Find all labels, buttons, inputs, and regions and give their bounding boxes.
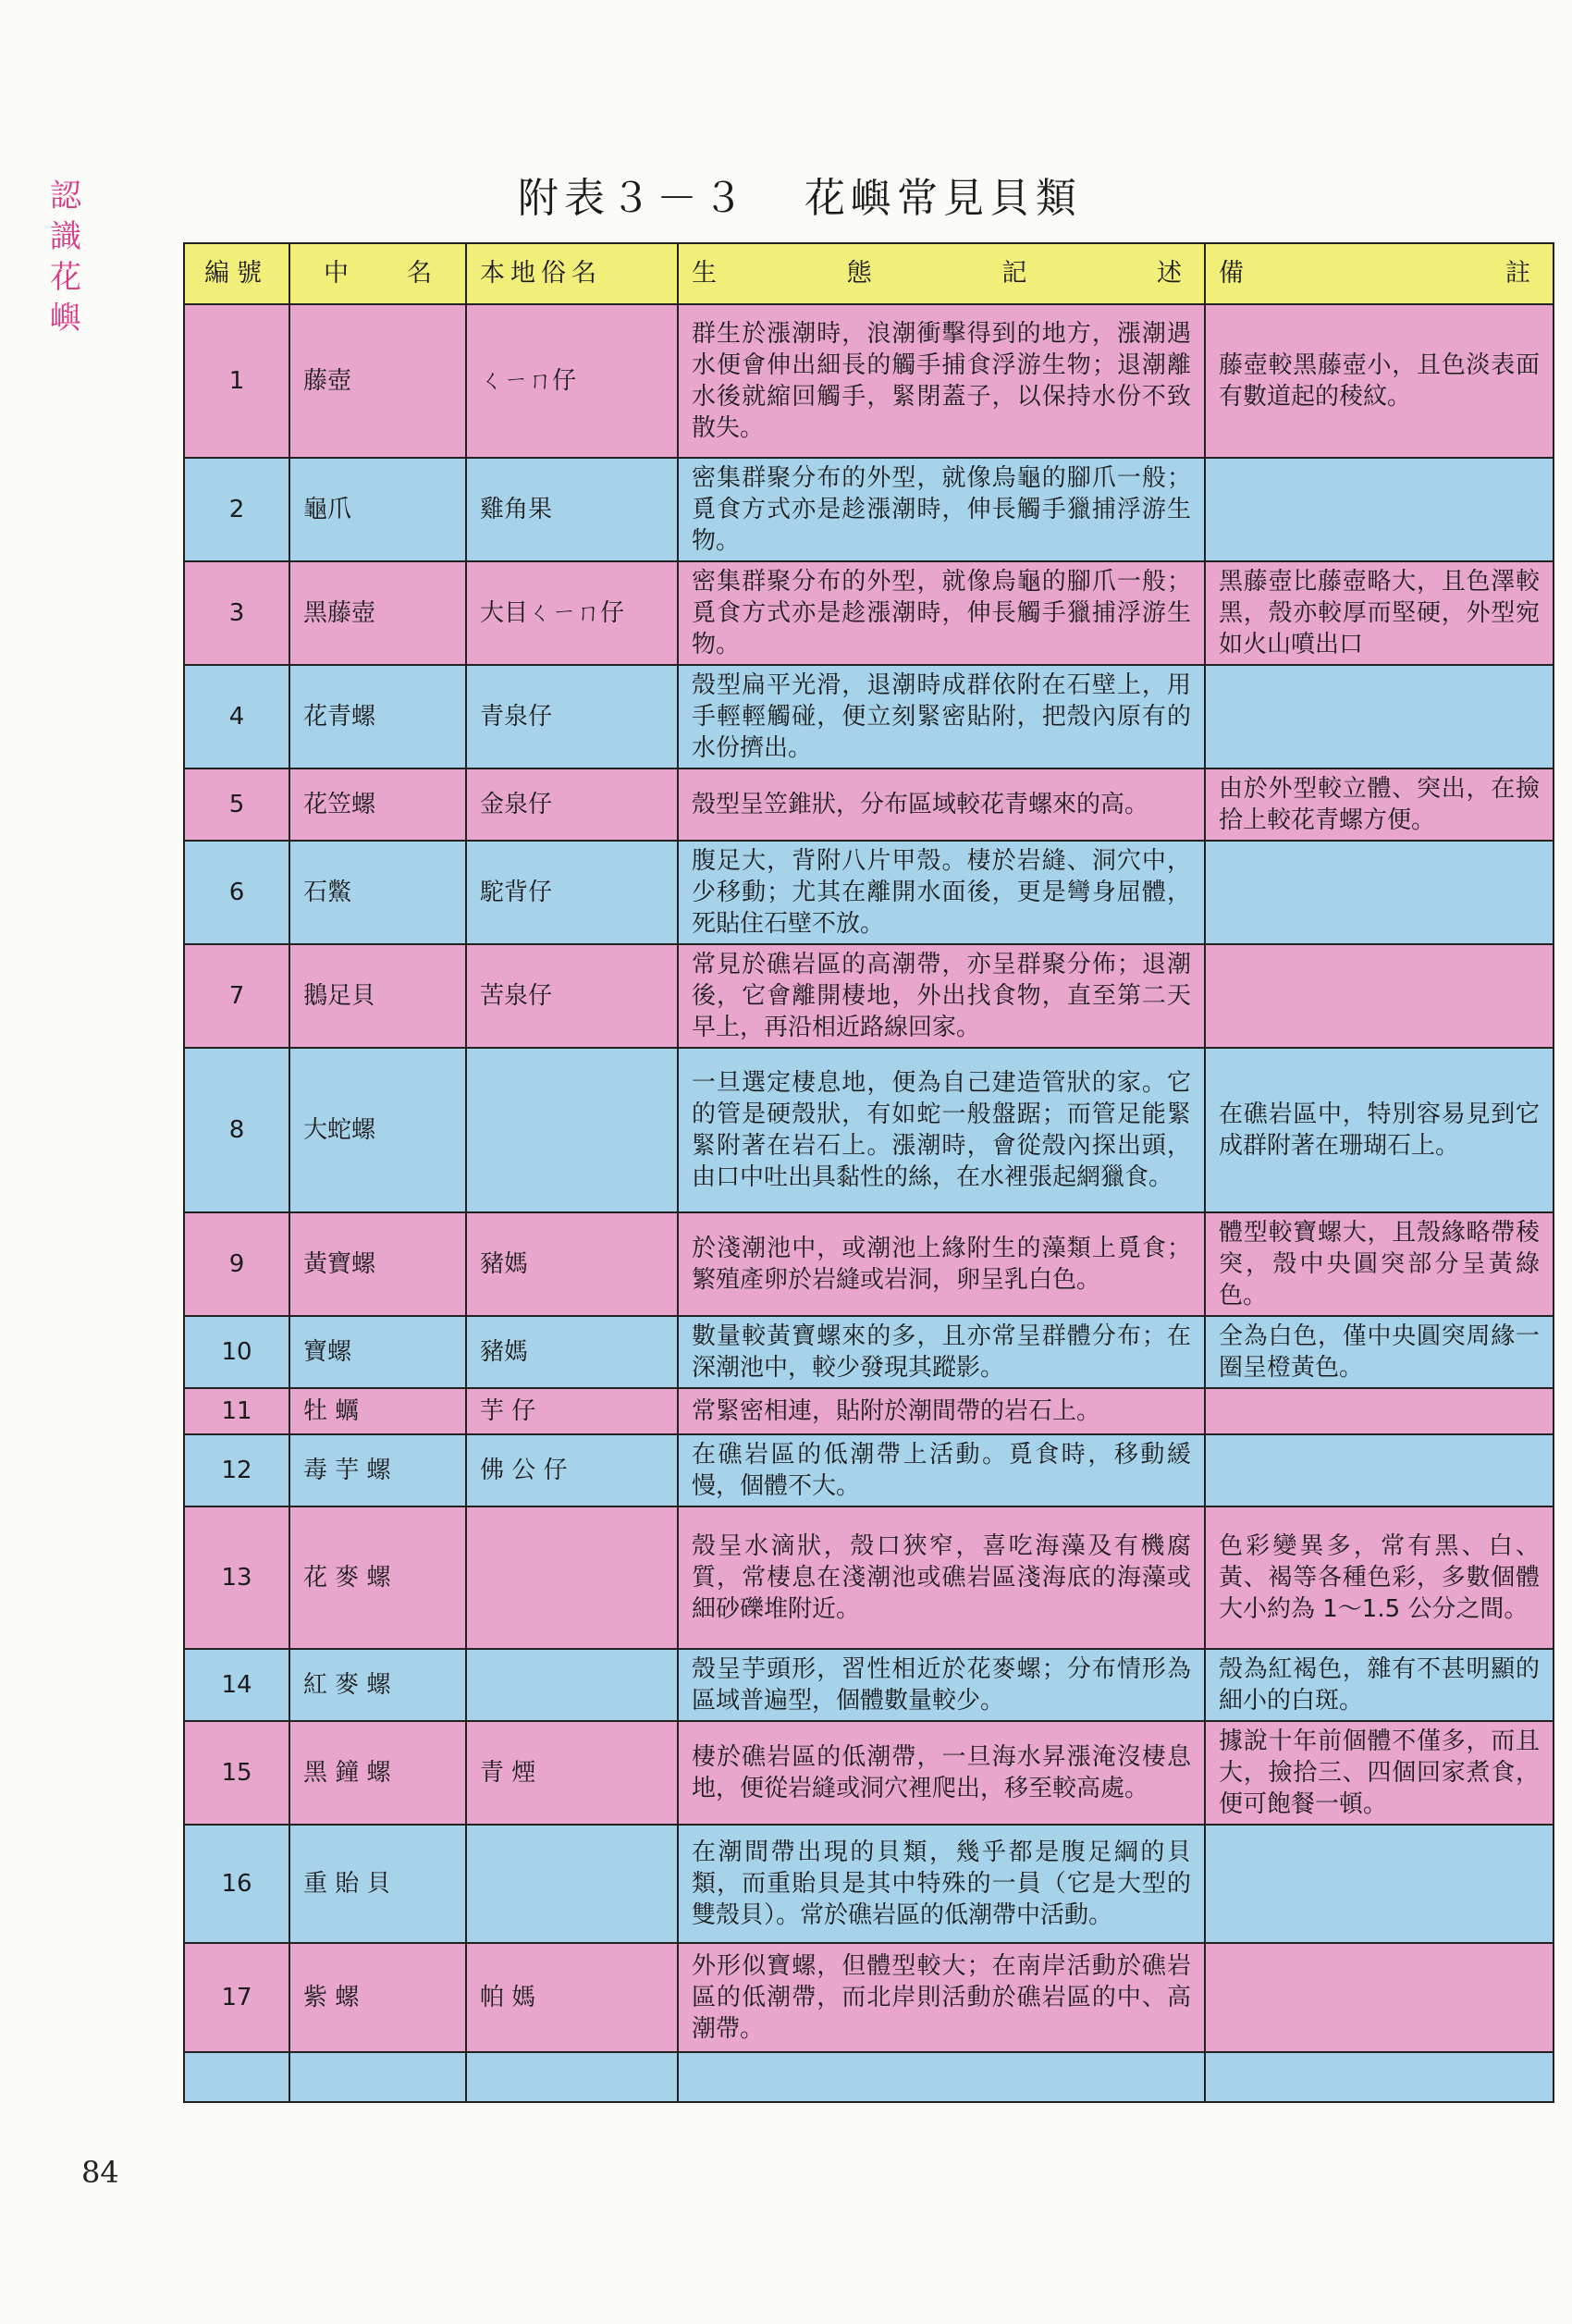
cell-chinese-name: 大蛇螺 [289,1048,466,1212]
cell-local-name: 佛 公 仔 [466,1434,678,1506]
cell-ecology: 外形似寶螺，但體型較大；在南岸活動於礁岩區的低潮帶，而北岸則活動於礁岩區的中、高潮帶。 [678,1943,1205,2052]
table-row [184,1434,1554,1506]
cell-ecology: 腹足大，背附八片甲殼。棲於岩縫、洞穴中，少移動；尤其在離開水面後，更是彎身屈體，死貼住石壁不放。 [678,841,1205,944]
table-row [184,1825,1554,1943]
cell-number: 5 [184,769,289,841]
cell-local-name: 苦泉仔 [466,944,678,1048]
side-title-char: 識 [50,218,83,255]
cell-chinese-name: 藤壺 [289,304,466,458]
cell-chinese-name: 花 麥 螺 [289,1506,466,1649]
table-row [184,1212,1554,1316]
cell-chinese-name: 紫 螺 [289,1943,466,2052]
cell-local-name: 青泉仔 [466,665,678,769]
cell-chinese-name: 紅 麥 螺 [289,1649,466,1721]
cell-notes [1205,2052,1554,2102]
header-ecology: 生態記述 [678,243,1205,304]
cell-number: 15 [184,1721,289,1825]
cell-number: 1 [184,304,289,458]
cell-chinese-name: 重 貽 貝 [289,1825,466,1943]
cell-ecology: 棲於礁岩區的低潮帶，一旦海水昇漲淹沒棲息地，便從岩縫或洞穴裡爬出，移至較高處。 [678,1721,1205,1825]
cell-notes: 色彩變異多，常有黑、白、黃、褐等各種色彩，多數個體大小約為 1～1.5 公分之間。 [1205,1506,1554,1649]
cell-ecology: 殼型呈笠錐狀，分布區域較花青螺來的高。 [678,769,1205,841]
cell-local-name [466,1048,678,1212]
side-section-title [48,176,85,338]
table-row [184,561,1554,665]
side-title-char: 認 [50,178,83,215]
table-row [184,1943,1554,2052]
table-row [184,1506,1554,1649]
cell-notes: 據說十年前個體不僅多，而且大，撿拾三、四個回家煮食，便可飽餐一頓。 [1205,1721,1554,1825]
cell-notes: 全為白色，僅中央圓突周緣一圈呈橙黃色。 [1205,1316,1554,1388]
cell-ecology: 密集群聚分布的外型，就像烏龜的腳爪一般；覓食方式亦是趁漲潮時，伸長觸手獵捕浮游生物。 [678,458,1205,561]
cell-chinese-name: 牡 蠣 [289,1388,466,1434]
cell-number: 11 [184,1388,289,1434]
cell-local-name [466,2052,678,2102]
cell-chinese-name: 黑藤壺 [289,561,466,665]
cell-number: 17 [184,1943,289,2052]
cell-ecology: 一旦選定棲息地，便為自己建造管狀的家。它的管是硬殼狀，有如蛇一般盤踞；而管足能緊緊附著在岩石上。漲潮時，會從殼內探出頭，由口中吐出具黏性的絲，在水裡張起網獵食。 [678,1048,1205,1212]
header-name: 中名 [289,243,466,304]
cell-local-name: 芋 仔 [466,1388,678,1434]
cell-chinese-name: 花笠螺 [289,769,466,841]
cell-local-name [466,1506,678,1649]
table-row [184,1649,1554,1721]
header-local-name: 本地俗名 [466,243,678,304]
table-subject: 花嶼常見貝類 [804,175,1082,222]
cell-number: 16 [184,1825,289,1943]
cell-number: 12 [184,1434,289,1506]
page-title [518,166,1221,231]
cell-notes [1205,1434,1554,1506]
cell-notes: 殼為紅褐色，雜有不甚明顯的細小的白斑。 [1205,1649,1554,1721]
cell-notes: 體型較寶螺大，且殼緣略帶稜突，殼中央圓突部分呈黃綠色。 [1205,1212,1554,1316]
cell-chinese-name: 石鱉 [289,841,466,944]
cell-number: 8 [184,1048,289,1212]
cell-notes: 黑藤壺比藤壺略大，且色澤較黑，殼亦較厚而堅硬，外型宛如火山噴出口 [1205,561,1554,665]
cell-local-name: 豬媽 [466,1316,678,1388]
cell-chinese-name: 毒 芋 螺 [289,1434,466,1506]
cell-notes [1205,1388,1554,1434]
table-row [184,1048,1554,1212]
header-notes: 備註 [1205,243,1554,304]
cell-ecology: 常緊密相連，貼附於潮間帶的岩石上。 [678,1388,1205,1434]
cell-ecology: 在礁岩區的低潮帶上活動。覓食時，移動緩慢，個體不大。 [678,1434,1205,1506]
cell-number: 7 [184,944,289,1048]
cell-ecology: 數量較黃寶螺來的多，且亦常呈群體分布；在深潮池中，較少發現其蹤影。 [678,1316,1205,1388]
cell-local-name: 豬媽 [466,1212,678,1316]
cell-ecology: 密集群聚分布的外型，就像烏龜的腳爪一般；覓食方式亦是趁漲潮時，伸長觸手獵捕浮游生物。 [678,561,1205,665]
table-row [184,665,1554,769]
cell-ecology: 殼呈芋頭形，習性相近於花麥螺；分布情形為區域普遍型，個體數量較少。 [678,1649,1205,1721]
cell-number: 10 [184,1316,289,1388]
cell-ecology: 群生於漲潮時，浪潮衝擊得到的地方，漲潮遇水便會伸出細長的觸手捕食浮游生物；退潮離水後就縮回觸手，緊閉蓋子，以保持水份不致散失。 [678,304,1205,458]
cell-ecology: 在潮間帶出現的貝類，幾乎都是腹足綱的貝類，而重貽貝是其中特殊的一員（它是大型的雙殼貝）。常於礁岩區的低潮帶中活動。 [678,1825,1205,1943]
cell-local-name: 金泉仔 [466,769,678,841]
side-title-char: 嶼 [50,300,83,337]
cell-chinese-name: 寶螺 [289,1316,466,1388]
cell-chinese-name: 花青螺 [289,665,466,769]
cell-chinese-name: 龜爪 [289,458,466,561]
cell-local-name: 雞角果 [466,458,678,561]
cell-notes: 由於外型較立體、突出，在撿拾上較花青螺方便。 [1205,769,1554,841]
cell-ecology: 常見於礁岩區的高潮帶，亦呈群聚分佈；退潮後，它會離開棲地，外出找食物，直至第二天早上，再沿相近路線回家。 [678,944,1205,1048]
cell-local-name: 青 煙 [466,1721,678,1825]
table-row [184,2052,1554,2102]
cell-ecology [678,2052,1205,2102]
shells-table [183,242,1554,2103]
cell-notes: 在礁岩區中，特別容易見到它成群附著在珊瑚石上。 [1205,1048,1554,1212]
cell-number: 2 [184,458,289,561]
cell-number: 4 [184,665,289,769]
cell-local-name: 帕 媽 [466,1943,678,2052]
cell-notes [1205,1825,1554,1943]
table-row [184,1316,1554,1388]
table-row [184,304,1554,458]
cell-chinese-name [289,2052,466,2102]
cell-number: 14 [184,1649,289,1721]
cell-local-name [466,1825,678,1943]
side-title-char: 花 [50,259,83,296]
cell-local-name: ㄑㄧㄇ仔 [466,304,678,458]
cell-ecology: 於淺潮池中，或潮池上緣附生的藻類上覓食；繁殖產卵於岩縫或岩洞，卵呈乳白色。 [678,1212,1205,1316]
header-number: 編號 [184,243,289,304]
table-row [184,458,1554,561]
table-row [184,769,1554,841]
cell-number: 9 [184,1212,289,1316]
cell-notes [1205,1943,1554,2052]
cell-chinese-name: 黃寶螺 [289,1212,466,1316]
table-row [184,944,1554,1048]
cell-notes [1205,944,1554,1048]
table-label: 附表３－３ [518,175,749,222]
cell-number: 6 [184,841,289,944]
cell-notes [1205,841,1554,944]
cell-ecology: 殼型扁平光滑，退潮時成群依附在石壁上，用手輕輕觸碰，便立刻緊密貼附，把殼內原有的水份擠出。 [678,665,1205,769]
cell-local-name: 大目ㄑㄧㄇ仔 [466,561,678,665]
cell-ecology: 殼呈水滴狀，殼口狹窄，喜吃海藻及有機腐質，常棲息在淺潮池或礁岩區淺海底的海藻或細砂礫堆附近。 [678,1506,1205,1649]
cell-number [184,2052,289,2102]
cell-notes [1205,458,1554,561]
table-header-row [184,243,1554,304]
cell-local-name: 駝背仔 [466,841,678,944]
cell-chinese-name: 鵝足貝 [289,944,466,1048]
table-row [184,841,1554,944]
cell-notes: 藤壺較黑藤壺小，且色淡表面有數道起的稜紋。 [1205,304,1554,458]
cell-chinese-name: 黑 鐘 螺 [289,1721,466,1825]
page-number: 84 [81,2155,119,2190]
cell-number: 3 [184,561,289,665]
table-row [184,1721,1554,1825]
table-row [184,1388,1554,1434]
cell-local-name [466,1649,678,1721]
cell-number: 13 [184,1506,289,1649]
cell-notes [1205,665,1554,769]
